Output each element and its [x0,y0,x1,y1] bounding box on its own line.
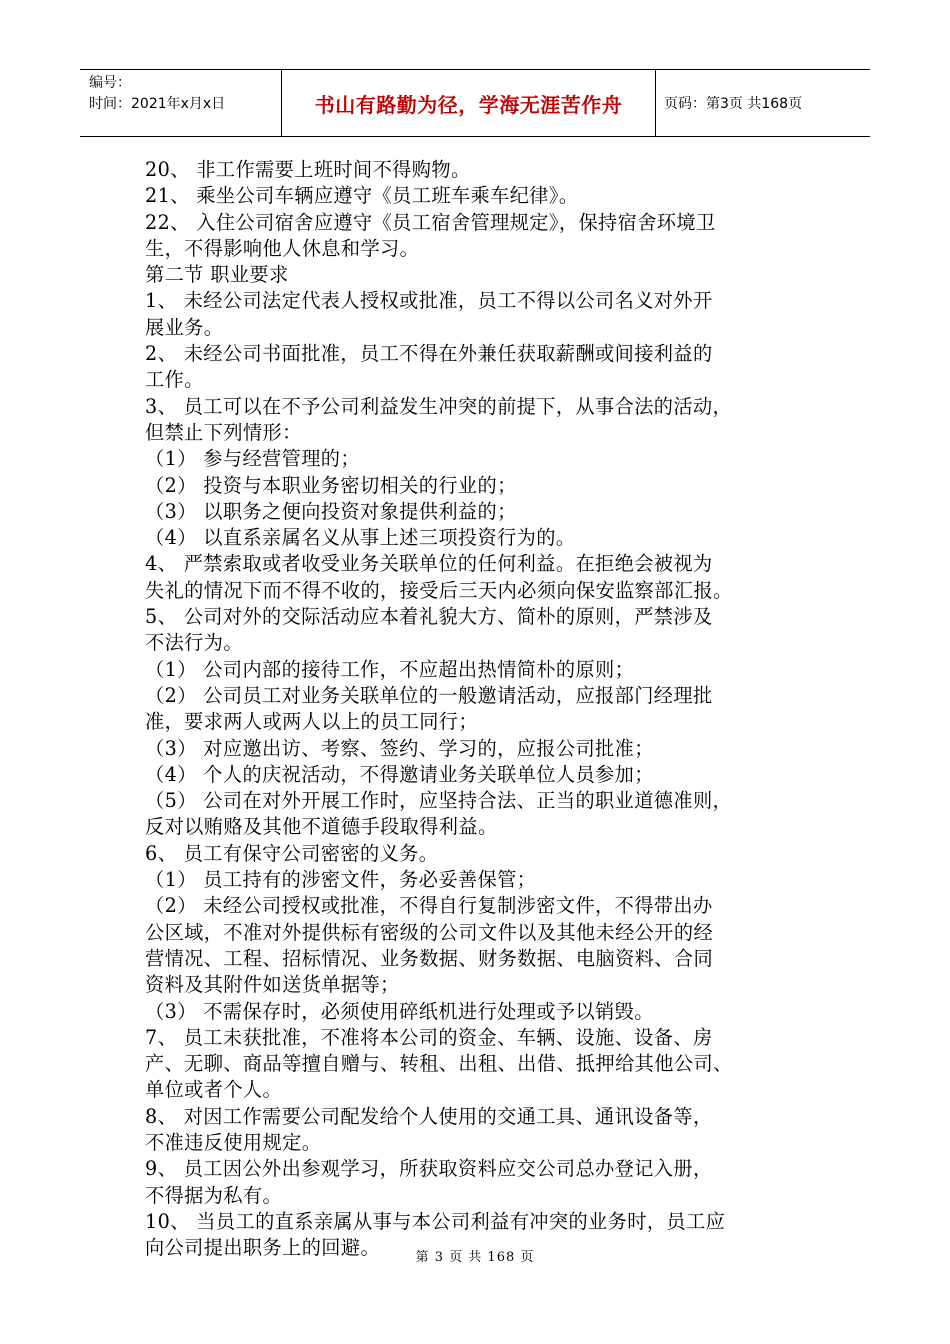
body-line: 生，不得影响他人休息和学习。 [145,236,420,260]
body-line: 产、无聊、商品等擅自赠与、转租、出租、出借、抵押给其他公司、 [145,1052,733,1076]
body-line: 5、 公司对外的交际活动应本着礼貌大方、简朴的原则，严禁涉及 [145,605,713,629]
body-line: 资料及其附件如送货单据等； [145,973,400,997]
body-line: 不法行为。 [145,631,243,655]
body-line: （4） 以直系亲属名义从事上述三项投资行为的。 [145,526,576,550]
document-number-label: 编号： [89,75,131,91]
body-line: （2） 公司员工对业务关联单位的一般邀请活动，应报部门经理批 [145,683,713,707]
body-line: 营情况、工程、招标情况、业务数据、财务数据、电脑资料、合同 [145,946,714,970]
body-line: （3） 以职务之便向投资对象提供利益的； [145,499,517,523]
document-body [145,157,810,1261]
body-line: （4） 个人的庆祝活动，不得邀请业务关联单位人员参加； [145,762,654,786]
body-line: 6、 员工有保守公司密密的义务。 [145,841,439,865]
section-heading: 第二节 职业要求 [145,263,289,287]
body-line: 准，要求两人或两人以上的员工同行； [145,710,478,734]
body-line: （2） 投资与本职业务密切相关的行业的； [145,473,517,497]
body-line: 22、 入住公司宿舍应遵守《员工宿舍管理规定》，保持宿舍环境卫 [145,210,716,234]
body-line: 10、 当员工的直系亲属从事与本公司利益有冲突的业务时，员工应 [145,1209,726,1233]
body-line: 7、 员工未获批准，不准将本公司的资金、车辆、设施、设备、房 [145,1025,713,1049]
body-line: （1） 参与经营管理的； [145,447,360,471]
page-header [80,69,870,137]
body-line: 向公司提出职务上的回避。 [145,1236,381,1260]
body-line: 失礼的情况下而不得不收的，接受后三天内必须向保安监察部汇报。 [145,578,733,602]
body-line: 4、 严禁索取或者收受业务关联单位的任何利益。在拒绝会被视为 [145,552,713,576]
body-line: （1） 员工持有的涉密文件，务必妥善保管； [145,868,537,892]
body-line: 21、 乘坐公司车辆应遵守《员工班车乘车纪律》。 [145,184,579,208]
document-date-label: 时间：2021年x月x日 [89,96,226,112]
body-line: 20、 非工作需要上班时间不得购物。 [145,158,471,181]
body-line: 公区域，不准对外提供标有密级的公司文件以及其他未经公开的经 [145,920,714,944]
body-line: 3、 员工可以在不予公司利益发生冲突的前提下，从事合法的活动， [145,394,733,418]
body-line: 不准违反使用规定。 [145,1130,322,1154]
body-line: 不得据为私有。 [145,1183,283,1207]
body-line: 工作。 [145,368,204,392]
body-line: 1、 未经公司法定代表人授权或批准，员工不得以公司名义对外开 [145,289,713,313]
body-line: 展业务。 [145,315,224,339]
body-line: （2） 未经公司授权或批准，不得自行复制涉密文件，不得带出办 [145,894,713,918]
header-page-info: 页码：第3页 共168页 [664,96,803,112]
body-line: （5） 公司在对外开展工作时，应坚持合法、正当的职业道德准则， [145,789,733,813]
body-line: 8、 对因工作需要公司配发给个人使用的交通工具、通讯设备等， [145,1104,713,1128]
body-line: （1） 公司内部的接待工作，不应超出热情简朴的原则； [145,657,635,681]
header-motto: 书山有路勤为径，学海无涯苦作舟 [282,70,656,136]
body-line: （3） 对应邀出访、考察、签约、学习的，应报公司批准； [145,736,654,760]
body-line: 单位或者个人。 [145,1078,283,1102]
body-line: 但禁止下列情形： [145,420,302,444]
body-line: 9、 员工因公外出参观学习，所获取资料应交公司总办登记入册， [145,1157,713,1181]
body-line: （3） 不需保存时，必须使用碎纸机进行处理或予以销毁。 [145,999,654,1023]
header-meta-cell [80,70,282,136]
body-line: 反对以贿赂及其他不道德手段取得利益。 [145,815,498,839]
page-footer: 第 3 页 共 168 页 [415,1250,535,1265]
body-line: 2、 未经公司书面批准，员工不得在外兼任获取薪酬或间接利益的 [145,342,713,366]
